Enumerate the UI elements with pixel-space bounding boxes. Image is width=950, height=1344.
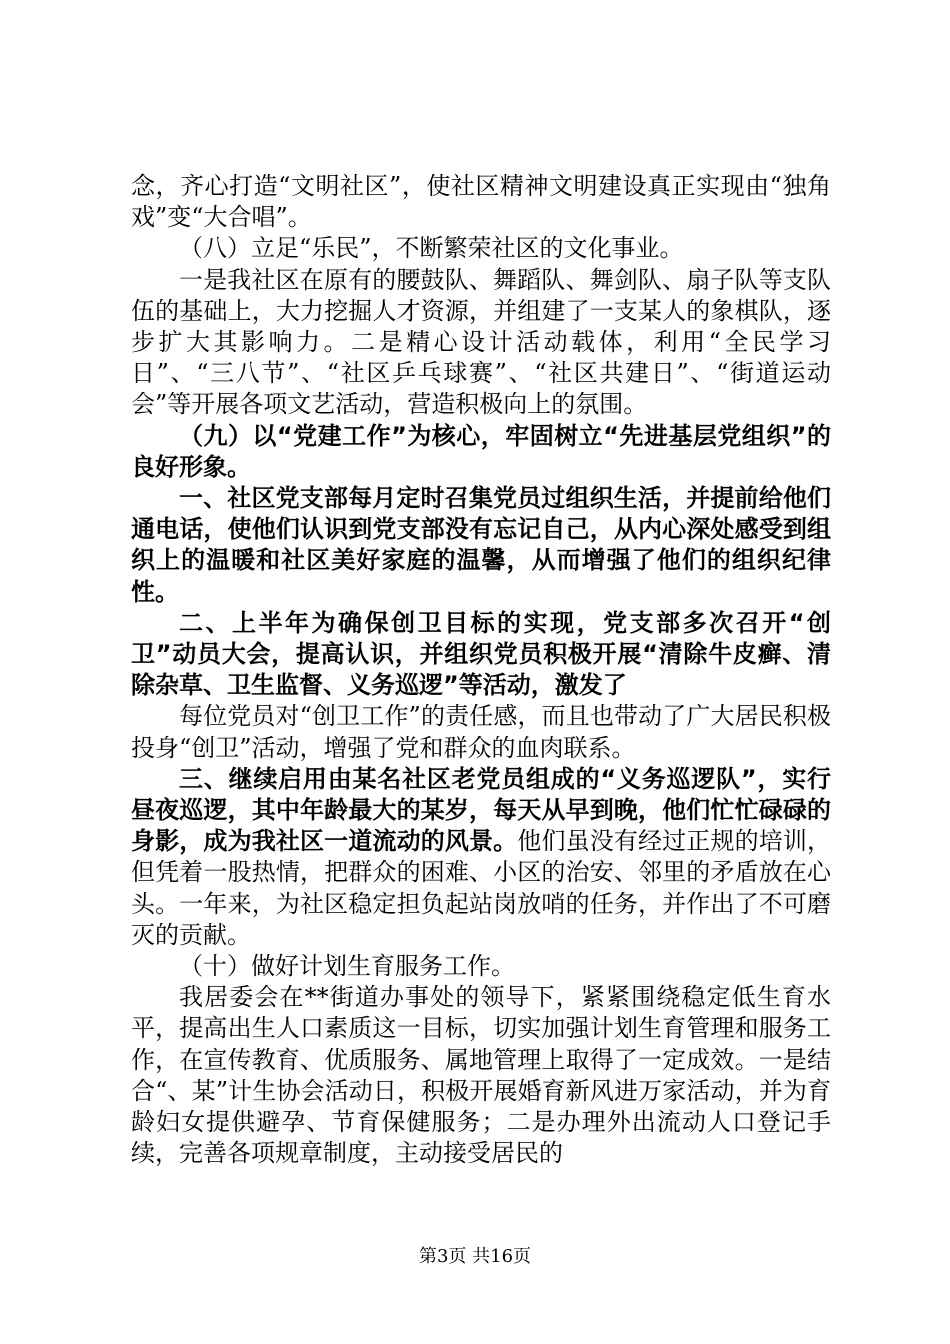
paragraph-party-three-regular: 他们虽没有经过正规的培训，但凭着一股热情，把群众的困难、小区的治安、邻里的矛盾放在心头。一年来，为社区稳定担负起站岗放哨的任务，并作出了不可磨灭的贡献。 (131, 827, 832, 949)
page-footer: 第3页 共16页 (418, 1246, 532, 1267)
document-body (131, 171, 831, 1170)
paragraph-continuation: 念，齐心打造“文明社区”，使社区精神文明建设真正实现由“独角戏”变“大合唱”。 (131, 172, 831, 232)
section-heading-eight: （八）立足“乐民”，不断繁荣社区的文化事业。 (179, 234, 684, 263)
paragraph-party-three (131, 764, 831, 951)
paragraph-party-three-bold: 三、继续启用由某名社区老党员组成的“义务巡逻队”，实行昼夜巡逻，其中年龄最大的某岁，每天从早到晚，他们忙忙碌碌的身影，成为我社区一道流动的风景。 (131, 764, 831, 856)
paragraph-culture: 一是我社区在原有的腰鼓队、舞蹈队、舞剑队、扇子队等支队伍的基础上，大力挖掘人才资源，并组建了一支某人的象棋队，逐步扩大其影响力。二是精心设计活动载体，利用“全民学习日”、“三八节”、“社区乒乓球赛”、“社区共建日”、“街道运动会”等开展各项文艺活动，营造积极向上的氛围。 (131, 265, 831, 419)
section-heading-ten: （十）做好计划生育服务工作。 (179, 952, 515, 981)
paragraph-party-two: 二、上半年为确保创卫目标的实现，党支部多次召开“创卫”动员大会，提高认识，并组织党员积极开展“清除牛皮癣、清除杂草、卫生监督、义务巡逻”等活动，激发了 (131, 608, 831, 700)
paragraph-family-planning: 我居委会在**街道办事处的领导下，紧紧围绕稳定低生育水平，提高出生人口素质这一目标，切实加强计划生育管理和服务工作，在宣传教育、优质服务、属地管理上取得了一定成效。一是结合“、某”计生协会活动日，积极开展婚育新风进万家活动，并为育龄妇女提供避孕、节育保健服务；二是办理外出流动人口登记手续，完善各项规章制度，主动接受居民的 (131, 983, 831, 1168)
paragraph-party-two-continued: 每位党员对“创卫工作”的责任感，而且也带动了广大居民积极投身“创卫”活动，增强了党和群众的血肉联系。 (131, 702, 831, 762)
paragraph-party-one: 一、社区党支部每月定时召集党员过组织生活，并提前给他们通电话，使他们认识到党支部没有忘记自己，从内心深处感受到组织上的温暖和社区美好家庭的温馨，从而增强了他们的组织纪律性。 (131, 484, 831, 606)
section-heading-nine: （九）以“党建工作”为核心，牢固树立“先进基层党组织”的良好形象。 (131, 421, 831, 481)
